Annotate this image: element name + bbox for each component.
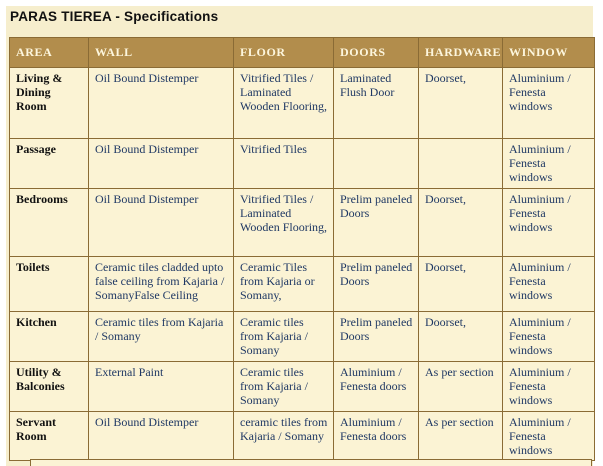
table-row	[10, 362, 595, 412]
cell-floor: Ceramic Tiles from Kajaria or Somany,	[234, 257, 334, 312]
cell-area: Kitchen	[10, 312, 89, 362]
cell-wall: Ceramic tiles from Kajaria / Somany	[89, 312, 234, 362]
table-header	[10, 38, 595, 68]
cell-area: Servant Room	[10, 412, 89, 460]
cell-wall: Oil Bound Distemper	[89, 139, 234, 189]
cell-area: Utility & Balconies	[10, 362, 89, 412]
cell-window: Aluminium / Fenesta windows	[503, 312, 595, 362]
column-header-floor: FLOOR	[234, 38, 334, 68]
cell-window: Aluminium / Fenesta windows	[503, 189, 595, 257]
cell-window: Aluminium / Fenesta windows	[503, 362, 595, 412]
cell-area: Toilets	[10, 257, 89, 312]
cell-hardware: Doorset,	[419, 189, 503, 257]
cell-hardware	[419, 139, 503, 189]
table-row	[10, 412, 595, 460]
cell-area: Passage	[10, 139, 89, 189]
cell-doors: Prelim paneled Doors	[334, 257, 419, 312]
cell-floor: Vitrified Tiles / Laminated Wooden Flooring,	[234, 189, 334, 257]
cell-hardware: As per section	[419, 412, 503, 460]
table-row	[10, 139, 595, 189]
cell-window: Aluminium / Fenesta windows	[503, 139, 595, 189]
table-row	[10, 68, 595, 139]
cell-area: Living & Dining Room	[10, 68, 89, 139]
cell-doors: Aluminium / Fenesta doors	[334, 412, 419, 460]
cell-doors: Prelim paneled Doors	[334, 189, 419, 257]
page-title: PARAS TIEREA - Specifications	[10, 9, 219, 24]
cell-hardware: Doorset,	[419, 312, 503, 362]
specifications-table	[9, 37, 595, 461]
cell-doors	[334, 139, 419, 189]
cell-hardware: Doorset,	[419, 257, 503, 312]
cell-doors: Laminated Flush Door	[334, 68, 419, 139]
column-header-area: AREA	[10, 38, 89, 68]
header-row	[10, 38, 595, 68]
cell-hardware: As per section	[419, 362, 503, 412]
column-header-wall: WALL	[89, 38, 234, 68]
partial-next-row	[30, 459, 592, 466]
cell-floor: Ceramic tiles from Kajaria / Somany	[234, 312, 334, 362]
cell-wall: Oil Bound Distemper	[89, 189, 234, 257]
cell-floor: ceramic tiles from Kajaria / Somany	[234, 412, 334, 460]
cell-wall: Oil Bound Distemper	[89, 412, 234, 460]
cell-floor: Ceramic tiles from Kajaria / Somany	[234, 362, 334, 412]
cell-floor: Vitrified Tiles	[234, 139, 334, 189]
cell-doors: Aluminium / Fenesta doors	[334, 362, 419, 412]
cell-wall: External Paint	[89, 362, 234, 412]
cell-hardware: Doorset,	[419, 68, 503, 139]
table-body	[10, 68, 595, 460]
column-header-doors: DOORS	[334, 38, 419, 68]
cell-floor: Vitrified Tiles / Laminated Wooden Flooring,	[234, 68, 334, 139]
cell-window: Aluminium / Fenesta windows	[503, 257, 595, 312]
cell-window: Aluminium / Fenesta windows	[503, 412, 595, 460]
cell-window: Aluminium / Fenesta windows	[503, 68, 595, 139]
table-row	[10, 257, 595, 312]
table-row	[10, 189, 595, 257]
cell-wall: Ceramic tiles cladded upto false ceiling from Kajaria / SomanyFalse Ceiling	[89, 257, 234, 312]
table-row	[10, 312, 595, 362]
cell-doors: Prelim paneled Doors	[334, 312, 419, 362]
column-header-window: WINDOW	[503, 38, 595, 68]
cell-area: Bedrooms	[10, 189, 89, 257]
cell-wall: Oil Bound Distemper	[89, 68, 234, 139]
column-header-hardware: HARDWARE	[419, 38, 503, 68]
